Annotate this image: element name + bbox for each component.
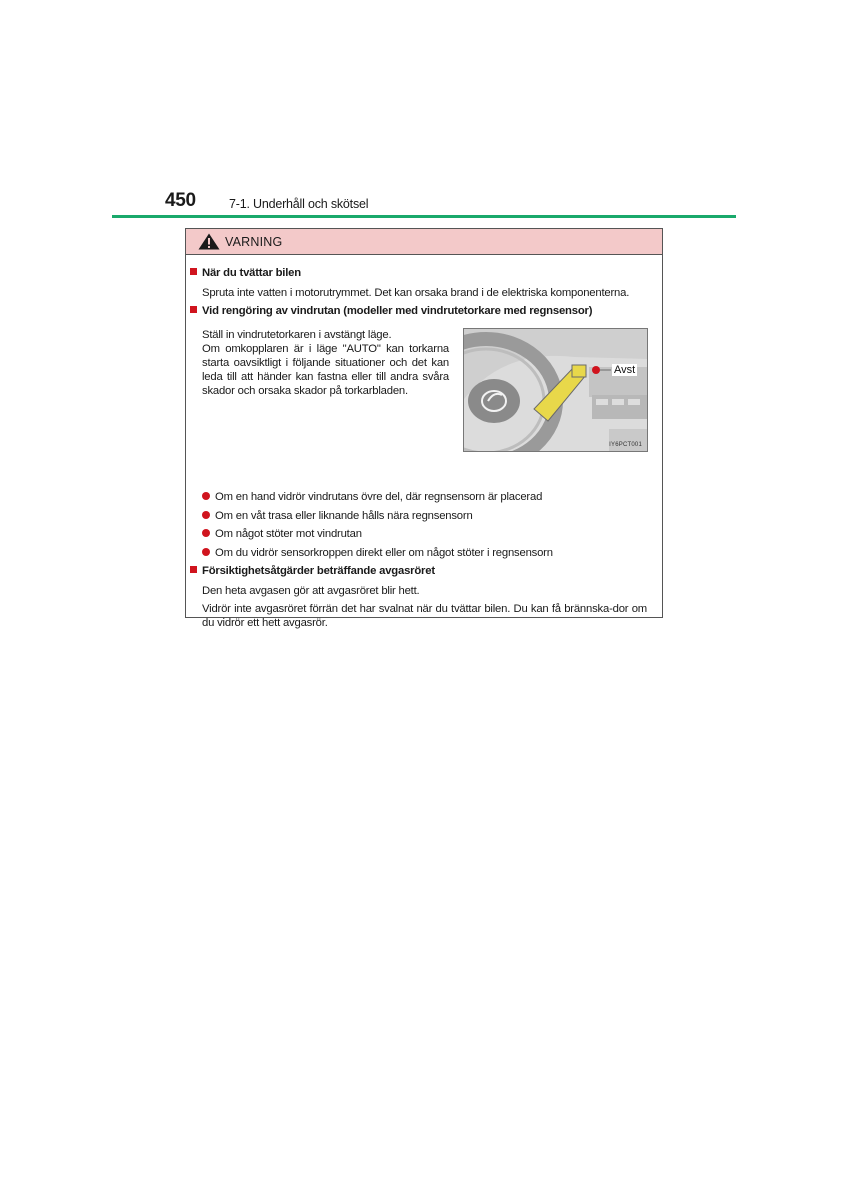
warning-header	[186, 229, 662, 255]
section-text-windshield: Om omkopplaren är i läge "AUTO" kan torkarna starta oavsiktligt i följande situationer och det kan leda till att händer kan fastna eller till andra svåra skador och orsaka skador på torkarbladen.	[202, 343, 449, 397]
list-item: Om något stöter mot vindrutan	[202, 528, 362, 540]
figure-label: Avst	[614, 364, 636, 376]
page-number: 450	[165, 190, 196, 211]
section-heading-exhaust: Försiktighetsåtgärder beträffande avgasröret	[190, 565, 435, 577]
warning-triangle-icon	[198, 233, 220, 250]
section-text-windshield-line1: Ställ in vindrutetorkaren i avstängt läge.	[202, 329, 392, 341]
warning-title: VARNING	[225, 234, 283, 249]
header-rule	[112, 215, 736, 218]
red-bullet-icon	[202, 529, 210, 537]
section-text-washing: Spruta inte vatten i motorutrymmet. Det kan orsaka brand i de elektriska komponenterna.	[202, 287, 630, 299]
list-item: Om en hand vidrör vindrutans övre del, där regnsensorn är placerad	[202, 491, 542, 503]
red-bullet-icon	[202, 492, 210, 500]
red-bullet-icon	[202, 511, 210, 519]
list-item: Om du vidrör sensorkroppen direkt eller om något stöter i regnsensorn	[202, 547, 553, 559]
section-text-exhaust-2: Vidrör inte avgasröret förrän det har svalnat när du tvättar bilen. Du kan få brännska-dor om du vidrör ett hett avgasrör.	[202, 603, 647, 629]
red-square-icon	[190, 268, 197, 275]
red-square-icon	[190, 566, 197, 573]
red-square-icon	[190, 306, 197, 313]
steering-wheel-illustration	[464, 329, 648, 452]
section-heading-windshield: Vid rengöring av vindrutan (modeller med vindrutetorkare med regnsensor)	[190, 305, 592, 317]
list-item: Om en våt trasa eller liknande hålls nära regnsensorn	[202, 510, 473, 522]
section-heading-washing: När du tvättar bilen	[190, 267, 301, 279]
section-text-exhaust-1: Den heta avgasen gör att avgasröret blir hett.	[202, 585, 420, 597]
figure-code: IY6PCT001	[609, 442, 642, 448]
warning-box	[185, 228, 663, 629]
red-bullet-icon	[202, 548, 210, 556]
steering-wheel-figure	[463, 328, 648, 452]
section-title: 7-1. Underhåll och skötsel	[229, 197, 369, 211]
